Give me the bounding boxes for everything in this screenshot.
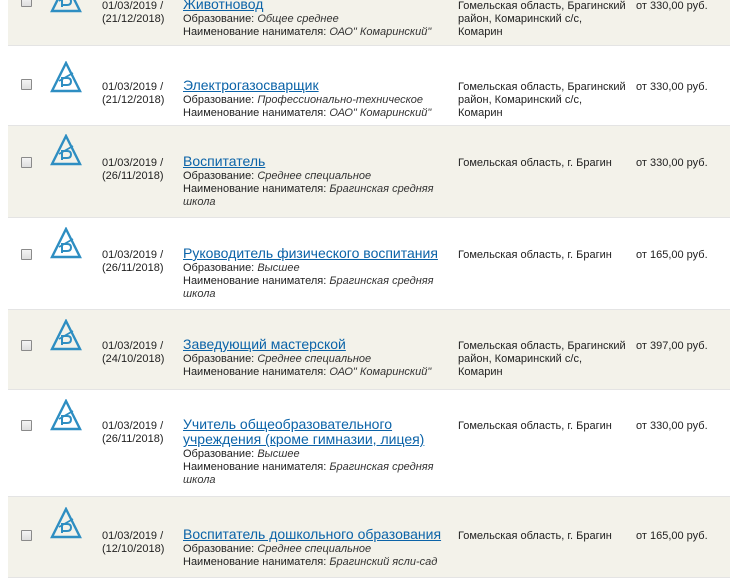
posted-date: 01/03/2019 / (102, 530, 164, 542)
original-date: (26/11/2018) (102, 433, 164, 445)
posted-date: 01/03/2019 / (102, 0, 164, 12)
posted-date: 01/03/2019 / (102, 340, 164, 352)
education-label: Образование: (183, 543, 255, 555)
education-label: Образование: (183, 262, 255, 274)
employment-service-logo-icon (50, 0, 82, 13)
salary: от 330,00 руб. (636, 0, 708, 12)
location: Гомельская область, Брагинский район, Комаринский с/с, Комарин (458, 340, 626, 378)
original-date: (26/11/2018) (102, 170, 164, 182)
education-value: Общее среднее (257, 13, 339, 25)
employer-value: Брагинский ясли-сад (329, 556, 438, 568)
original-date: (26/11/2018) (102, 262, 164, 274)
vacancy-title-link[interactable]: Учитель общеобразовательного учреждения (кроме гимназии, лицея) (183, 416, 425, 447)
employer-value: ОАО" Комаринский" (329, 366, 432, 378)
education-value: Среднее специальное (257, 170, 372, 182)
employer-label: Наименование нанимателя: (183, 556, 327, 568)
salary: от 165,00 руб. (636, 530, 708, 542)
employer-value: ОАО" Комаринский" (329, 26, 432, 38)
select-checkbox[interactable] (21, 79, 32, 90)
location: Гомельская область, г. Брагин (458, 530, 612, 542)
salary: от 330,00 руб. (636, 157, 708, 169)
employment-service-logo-icon (50, 61, 82, 93)
employer-label: Наименование нанимателя: (183, 183, 327, 195)
location: Гомельская область, г. Брагин (458, 157, 612, 169)
location: Гомельская область, г. Брагин (458, 249, 612, 261)
vacancy-row (8, 126, 730, 218)
employment-service-logo-icon (50, 227, 82, 259)
select-checkbox[interactable] (21, 249, 32, 260)
education-label: Образование: (183, 94, 255, 106)
education-label: Образование: (183, 13, 255, 25)
vacancy-title-link[interactable]: Руководитель физического воспитания (183, 245, 438, 261)
employer-label: Наименование нанимателя: (183, 366, 327, 378)
select-checkbox[interactable] (21, 530, 32, 541)
vacancy-row (8, 46, 730, 126)
vacancy-title-link[interactable]: Заведующий мастерской (183, 336, 346, 352)
posted-date: 01/03/2019 / (102, 81, 164, 93)
education-value: Среднее специальное (257, 543, 372, 555)
select-checkbox[interactable] (21, 157, 32, 168)
vacancy-row (8, 310, 730, 390)
education-value: Высшее (257, 262, 300, 274)
salary: от 397,00 руб. (636, 340, 708, 352)
employment-service-logo-icon (50, 319, 82, 351)
select-checkbox[interactable] (21, 420, 32, 431)
vacancy-row (8, 497, 730, 578)
select-checkbox[interactable] (21, 0, 32, 7)
education-value: Среднее специальное (257, 353, 372, 365)
salary: от 165,00 руб. (636, 249, 708, 261)
original-date: (24/10/2018) (102, 353, 165, 365)
posted-date: 01/03/2019 / (102, 157, 164, 169)
employer-label: Наименование нанимателя: (183, 107, 327, 119)
location: Гомельская область, Брагинский район, Комаринский с/с, Комарин (458, 81, 626, 119)
education-label: Образование: (183, 170, 255, 182)
employer-value: Брагинская средняя школа (183, 275, 434, 300)
employer-value: Брагинская средняя школа (183, 183, 434, 208)
vacancy-row (8, 218, 730, 310)
select-checkbox[interactable] (21, 340, 32, 351)
education-label: Образование: (183, 353, 255, 365)
vacancy-row (8, 390, 730, 497)
employer-label: Наименование нанимателя: (183, 26, 327, 38)
employment-service-logo-icon (50, 399, 82, 431)
employment-service-logo-icon (50, 134, 82, 166)
posted-date: 01/03/2019 / (102, 249, 164, 261)
vacancy-title-link[interactable]: Электрогазосварщик (183, 77, 319, 93)
employer-value: Брагинская средняя школа (183, 461, 434, 486)
vacancy-title-link[interactable]: Животновод (183, 0, 264, 12)
original-date: (12/10/2018) (102, 543, 165, 555)
education-label: Образование: (183, 448, 255, 460)
employment-service-logo-icon (50, 507, 82, 539)
employer-value: ОАО" Комаринский" (329, 107, 432, 119)
salary: от 330,00 руб. (636, 81, 708, 93)
posted-date: 01/03/2019 / (102, 420, 164, 432)
vacancy-row (8, 0, 730, 46)
salary: от 330,00 руб. (636, 420, 708, 432)
location: Гомельская область, г. Брагин (458, 420, 612, 432)
vacancy-title-link[interactable]: Воспитатель дошкольного образования (183, 526, 442, 542)
location: Гомельская область, Брагинский район, Комаринский с/с, Комарин (458, 0, 626, 38)
original-date: (21/12/2018) (102, 13, 165, 25)
employer-label: Наименование нанимателя: (183, 461, 327, 473)
original-date: (21/12/2018) (102, 94, 165, 106)
education-value: Профессионально-техническое (257, 94, 424, 106)
vacancy-title-link[interactable]: Воспитатель (183, 153, 266, 169)
education-value: Высшее (257, 448, 300, 460)
employer-label: Наименование нанимателя: (183, 275, 327, 287)
